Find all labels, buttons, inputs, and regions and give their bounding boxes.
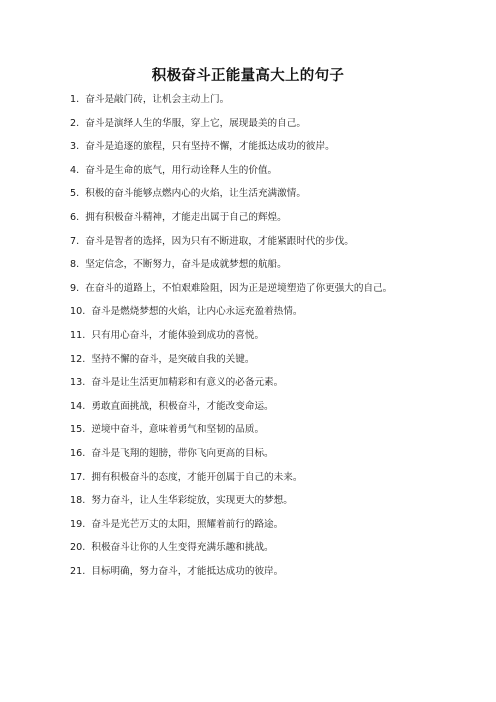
list-item-text: 只有用心奋斗，才能体验到成功的喜悦。 [91, 329, 265, 341]
list-item [70, 304, 392, 328]
sentence-list [70, 92, 392, 587]
list-item-text: 奋斗是让生活更加精彩和有意义的必备元素。 [91, 377, 284, 389]
list-item-number: 9. [70, 282, 80, 294]
list-item-number: 13. [70, 377, 86, 389]
list-item [70, 186, 392, 210]
list-item [70, 422, 392, 446]
list-item [70, 446, 392, 470]
list-item [70, 375, 392, 399]
list-item [70, 116, 392, 140]
list-item-number: 15. [70, 424, 86, 436]
list-item-text: 奋斗是燃烧梦想的火焰，让内心永远充盈着热情。 [91, 306, 303, 318]
list-item [70, 234, 392, 258]
list-item-number: 17. [70, 471, 86, 483]
list-item [70, 139, 392, 163]
list-item-number: 2. [70, 117, 80, 129]
list-item-number: 14. [70, 400, 86, 412]
list-item [70, 399, 392, 423]
list-item-text: 逆境中奋斗，意味着勇气和坚韧的品质。 [91, 424, 265, 436]
list-item-text: 目标明确，努力奋斗，才能抵达成功的彼岸。 [91, 565, 284, 577]
list-item [70, 493, 392, 517]
list-item-number: 1. [70, 94, 80, 105]
list-item [70, 517, 392, 541]
list-item-text: 勇敢直面挑战，积极奋斗，才能改变命运。 [91, 400, 274, 412]
list-item [70, 470, 392, 494]
list-item-number: 6. [70, 211, 80, 223]
list-item [70, 540, 392, 564]
list-item-number: 3. [70, 141, 80, 153]
list-item-text: 拥有积极奋斗精神，才能走出属于自己的辉煌。 [85, 211, 287, 223]
list-item-text: 积极奋斗让你的人生变得充满乐趣和挑战。 [91, 542, 274, 554]
list-item-text: 奋斗是追逐的旅程，只有坚持不懈，才能抵达成功的彼岸。 [85, 141, 335, 153]
list-item-number: 7. [70, 235, 80, 247]
list-item [70, 352, 392, 376]
list-item-text: 拥有积极奋斗的态度，才能开创属于自己的未来。 [91, 471, 303, 483]
list-item-number: 16. [70, 447, 86, 459]
list-item-text: 坚定信念，不断努力，奋斗是成就梦想的航船。 [85, 259, 287, 271]
list-item-text: 奋斗是敲门砖，让机会主动上门。 [85, 94, 230, 105]
list-item-number: 10. [70, 306, 86, 318]
list-item-text: 奋斗是智者的选择，因为只有不断进取，才能紧跟时代的步伐。 [85, 235, 354, 247]
list-item-number: 20. [70, 542, 86, 554]
list-item-text: 奋斗是生命的底气，用行动诠释人生的价值。 [85, 164, 278, 176]
list-item [70, 281, 392, 305]
list-item-number: 19. [70, 518, 86, 530]
list-item [70, 564, 392, 588]
list-item [70, 328, 392, 352]
list-item [70, 210, 392, 234]
list-item-text: 积极的奋斗能够点燃内心的火焰，让生活充满激情。 [85, 188, 306, 200]
list-item-number: 18. [70, 495, 86, 507]
list-item-number: 12. [70, 353, 86, 365]
list-item-text: 努力奋斗，让人生华彩绽放，实现更大的梦想。 [91, 495, 293, 507]
list-item-text: 奋斗是演绎人生的华服，穿上它，展现最美的自己。 [85, 117, 306, 129]
list-item-number: 8. [70, 259, 80, 271]
list-item-number: 4. [70, 164, 80, 176]
list-item-number: 11. [70, 329, 86, 341]
page-title: 积极奋斗正能量高大上的句子 [151, 68, 345, 84]
list-item [70, 257, 392, 281]
list-item-number: 5. [70, 188, 80, 200]
list-item-text: 奋斗是飞翔的翅膀，带你飞向更高的目标。 [91, 447, 274, 459]
list-item [70, 163, 392, 187]
list-item-text: 奋斗是光芒万丈的太阳，照耀着前行的路途。 [91, 518, 284, 530]
list-item [70, 92, 392, 116]
list-item-text: 在奋斗的道路上，不怕艰难险阻，因为正是逆境塑造了你更强大的自己。 [85, 282, 393, 294]
list-item-text: 坚持不懈的奋斗，是突破自我的关键。 [91, 353, 255, 365]
list-item-number: 21. [70, 565, 86, 577]
